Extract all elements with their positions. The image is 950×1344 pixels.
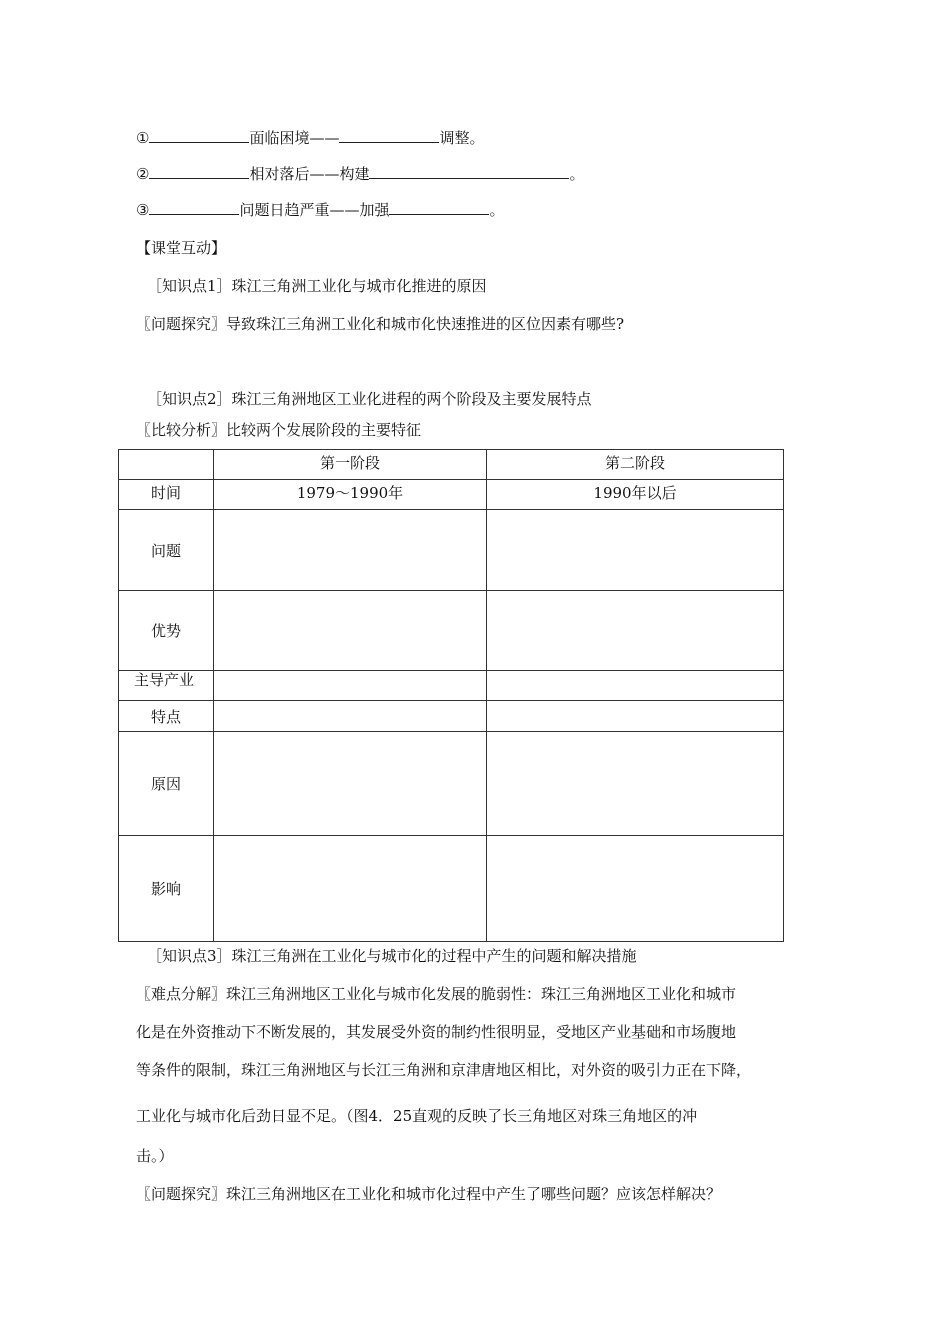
comparison-table — [118, 449, 784, 942]
row-label-reason: 原因 — [119, 732, 214, 836]
question-1: 〖问题探究〗导致珠江三角洲工业化和城市化快速推进的区位因素有哪些? — [136, 315, 625, 333]
table-row — [119, 732, 784, 836]
fill-line-3 — [136, 200, 504, 220]
cell-impact-stage-1[interactable] — [214, 836, 487, 942]
cell-feature-stage-1[interactable] — [214, 701, 487, 732]
difficulty-line-1: 〖难点分解〗珠江三角洲地区工业化与城市化发展的脆弱性：珠江三角洲地区工业化和城市 — [136, 985, 737, 1003]
difficulty-line-4: 工业化与城市化后劲日显不足。（图4．25直观的反映了长三角地区对珠三角地区的冲 — [136, 1107, 698, 1125]
table-row — [119, 591, 784, 671]
fill-line-2-end: 。 — [569, 165, 585, 183]
cell-problem-stage-1[interactable] — [214, 510, 487, 591]
cell-reason-stage-2[interactable] — [487, 732, 784, 836]
comparison-title: 〖比较分析〗比较两个发展阶段的主要特征 — [136, 421, 422, 439]
blank-3b[interactable] — [389, 200, 489, 215]
cell-advantage-stage-1[interactable] — [214, 591, 487, 671]
table-row — [119, 836, 784, 942]
header-stage-1: 第一阶段 — [214, 450, 487, 480]
blank-3a[interactable] — [149, 200, 239, 215]
fill-line-2 — [136, 164, 584, 184]
cell-advantage-stage-2[interactable] — [487, 591, 784, 671]
difficulty-line-5: 击。） — [136, 1147, 174, 1165]
blank-2b[interactable] — [369, 164, 569, 179]
table-row — [119, 480, 784, 510]
blank-2a[interactable] — [149, 164, 249, 179]
fill-line-1-end: 调整。 — [439, 129, 485, 147]
cell-feature-stage-2[interactable] — [487, 701, 784, 732]
fill-line-3-number: ③ — [136, 201, 150, 219]
fill-line-2-number: ② — [136, 165, 150, 183]
fill-line-1-mid: 面临困境—— — [249, 129, 340, 147]
blank-1a[interactable] — [149, 128, 249, 143]
row-label-time: 时间 — [119, 480, 214, 510]
row-label-impact: 影响 — [119, 836, 214, 942]
cell-industry-stage-1[interactable] — [214, 671, 487, 701]
row-label-advantage: 优势 — [119, 591, 214, 671]
table-row — [119, 671, 784, 701]
section-heading: 【课堂互动】 — [136, 239, 227, 257]
row-label-feature: 特点 — [119, 701, 214, 732]
table-row — [119, 510, 784, 591]
fill-line-1-number: ① — [136, 129, 150, 147]
table-header-row — [119, 450, 784, 480]
knowledge-point-2: ［知识点2］珠江三角洲地区工业化进程的两个阶段及主要发展特点 — [147, 390, 592, 408]
cell-time-stage-2: 1990年以后 — [487, 480, 784, 510]
difficulty-line-2: 化是在外资推动下不断发展的，其发展受外资的制约性很明显，受地区产业基础和市场腹地 — [136, 1023, 737, 1041]
blank-1b[interactable] — [339, 128, 439, 143]
cell-industry-stage-2[interactable] — [487, 671, 784, 701]
header-stage-2: 第二阶段 — [487, 450, 784, 480]
question-3: 〖问题探究〗珠江三角洲地区在工业化和城市化过程中产生了哪些问题？应该怎样解决？ — [136, 1185, 722, 1203]
fill-line-3-end: 。 — [489, 201, 505, 219]
knowledge-point-3: ［知识点3］珠江三角洲在工业化与城市化的过程中产生的问题和解决措施 — [147, 947, 637, 965]
cell-impact-stage-2[interactable] — [487, 836, 784, 942]
fill-line-3-mid: 问题日趋严重——加强 — [239, 201, 390, 219]
knowledge-point-1: ［知识点1］珠江三角洲工业化与城市化推进的原因 — [147, 277, 487, 295]
header-cell-empty — [119, 450, 214, 480]
fill-line-2-mid: 相对落后——构建 — [249, 165, 370, 183]
row-label-leading-industry: 主导产业 — [134, 671, 195, 689]
cell-time-stage-1: 1979～1990年 — [214, 480, 487, 510]
table-row — [119, 701, 784, 732]
difficulty-line-3: 等条件的限制，珠江三角洲地区与长江三角洲和京津唐地区相比，对外资的吸引力正在下降， — [136, 1061, 752, 1079]
row-label-problem: 问题 — [119, 510, 214, 591]
cell-problem-stage-2[interactable] — [487, 510, 784, 591]
fill-line-1 — [136, 128, 484, 148]
cell-reason-stage-1[interactable] — [214, 732, 487, 836]
